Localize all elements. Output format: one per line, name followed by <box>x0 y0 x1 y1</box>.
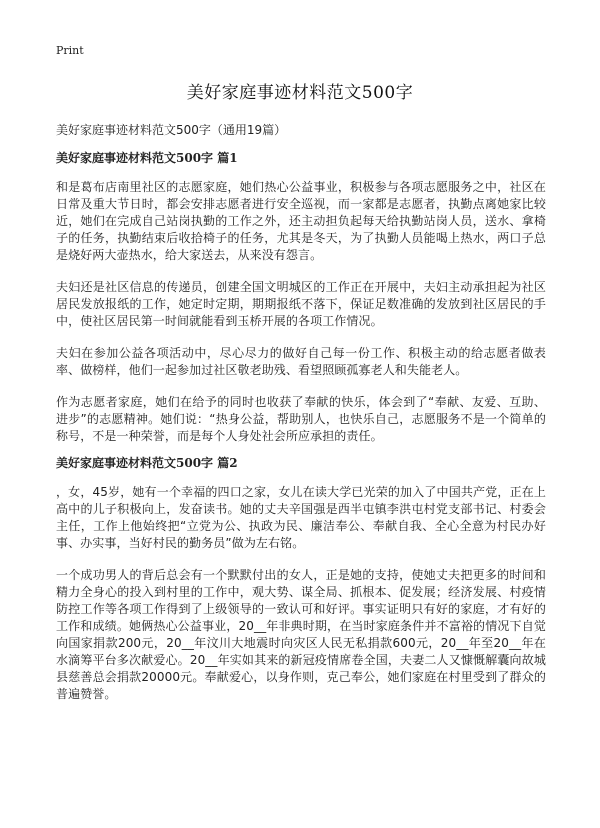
paragraph: 一个成功男人的背后总会有一个默默付出的女人，正是她的支持，使她丈夫把更多的时间和精力全身心的投入到村里的工作中，观大势、谋全局、抓根本、促发展；经济发展、村疫情防控工作等各项工作得到了上级领导的一致认可和好评。事实证明只有好的家庭，才有好的工作和成绩。她俩热心公益事业，20__年非典时期，在当时家庭条件并不富裕的情况下自觉向国家捐款200元，20__年汶川大地震时向灾区人民无私捐款600元，20__年至20__年在水滴筹平台多次献爱心。20__年实如其来的新冠疫情席卷全国，夫妻二人又慷慨解囊向故城县慈善总会捐款20000元。奉献爱心，以身作则，克己奉公，她们家庭在村里受到了群众的普遍赞誉。 <box>56 568 546 701</box>
section-title: 美好家庭事迹材料范文500字 篇2 <box>56 456 238 470</box>
paragraph: 和是葛布店南里社区的志愿家庭，她们热心公益事业，积极参与各项志愿服务之中，社区在日常及重大节日时，都会安排志愿者进行安全巡视，而一家都是志愿者，执勤点离她家比较近，她们在完成自己站岗执勤的工作之外，还主动担负起每天给执勤站岗人员，送水、拿椅子的任务，执勤结束后收拾椅子的任务，尤其是冬天，为了执勤人员能喝上热水，两口子总是烧好两大壶热水，给大家送去，从来没有怨言。 <box>56 180 546 262</box>
section-title: 美好家庭事迹材料范文500字 篇1 <box>56 151 238 165</box>
section-1 <box>56 150 546 445</box>
section-2 <box>56 455 546 703</box>
paragraph: 夫妇在参加公益各项活动中，尽心尽力的做好自己每一份工作、积极主动的给志愿者做表率、做榜样，他们一起参加过社区敬老助残、看望照顾孤寡老人和失能老人。 <box>56 346 546 377</box>
document-subtitle: 美好家庭事迹材料范文500字（通用19篇） <box>56 123 287 137</box>
document-content <box>56 150 546 718</box>
print-label[interactable]: Print <box>56 44 84 57</box>
paragraph: ，女，45岁，她有一个幸福的四口之家，女儿在读大学已光荣的加入了中国共产党，正在上高中的儿子积极向上，发奋读书。她的丈夫辛国强是西半屯镇李洪屯村党支部书记、村委会主任，工作上他始终把“立党为公、执政为民、廉洁奉公、奉献自我、全心全意为村民办好事、办实事，当好村民的勤务员”做为左右铭。 <box>56 485 546 550</box>
paragraph: 作为志愿者家庭，她们在给予的同时也收获了奉献的快乐，体会到了“奉献、友爱、互助、进步”的志愿精神。她们说：“热身公益，帮助别人，也快乐自己，志愿服务不是一个简单的称号，不是一种荣誉，而是每个人身处社会所应承担的责任。 <box>56 395 546 443</box>
page-title: 美好家庭事迹材料范文500字 <box>186 83 414 103</box>
paragraph: 夫妇还是社区信息的传递员，创建全国文明城区的工作正在开展中，夫妇主动承担起为社区居民发放报纸的工作，她定时定期，期期报纸不落下，保证足数准确的发放到社区居民的手中，使社区居民第一时间就能看到玉桥开展的各项工作情况。 <box>56 280 546 328</box>
